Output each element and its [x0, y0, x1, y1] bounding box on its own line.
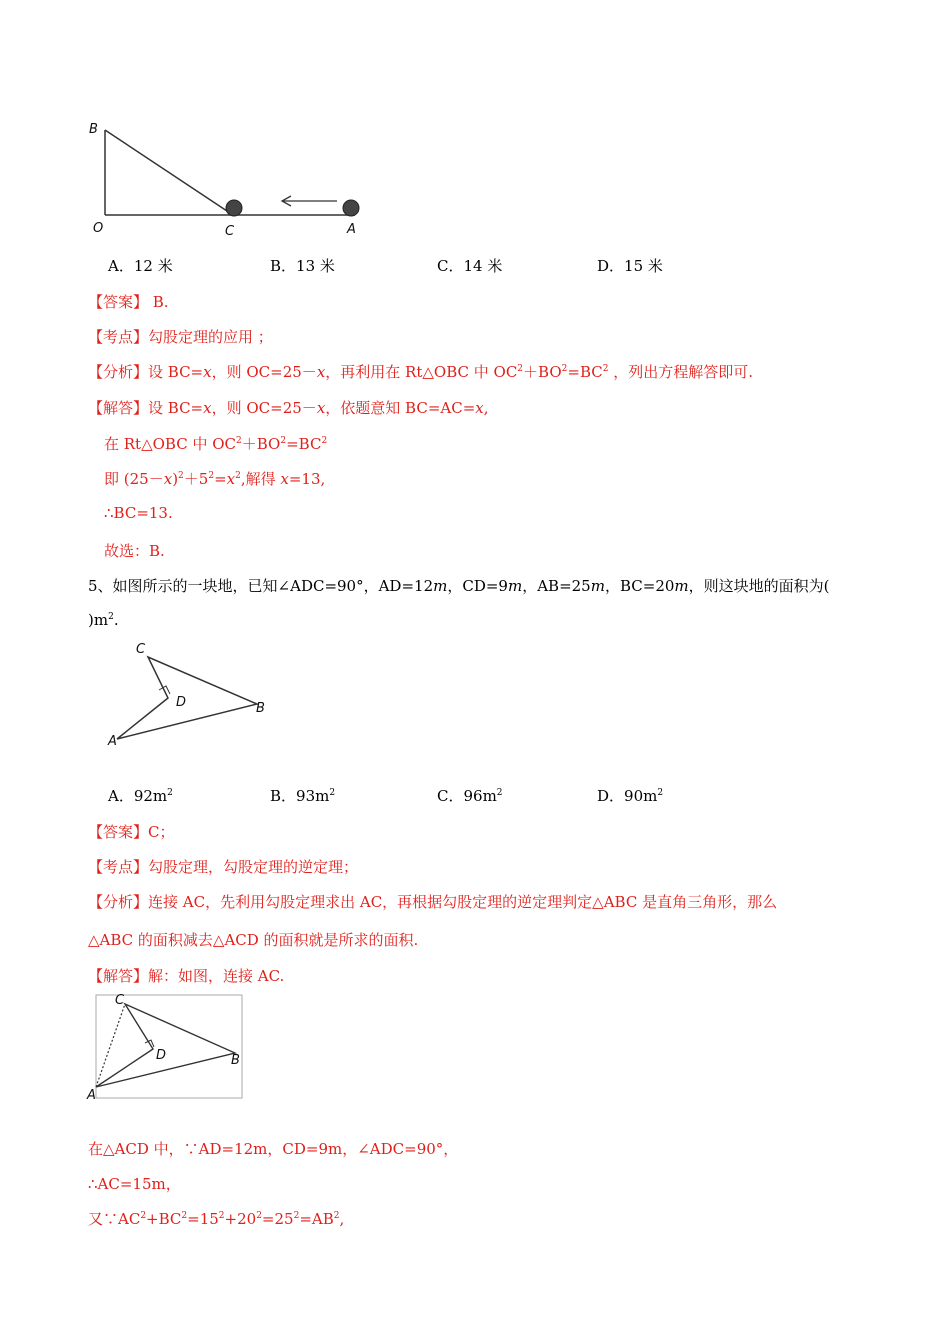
- q5-line1: 在△ACD 中，∵AD=12m，CD=9m，∠ADC=90°，: [88, 1140, 459, 1158]
- q5-fenxi-line2: △ABC 的面积减去△ACD 的面积就是所求的面积.: [88, 931, 419, 949]
- q4-jieda: 【解答】设 BC=x，则 OC=25－x，依题意知 BC=AC=x,: [88, 399, 489, 417]
- q4-step1: 在 Rt△OBC 中 $OC^2+BO^2=BC^2$: [104, 435, 328, 453]
- label-c: C: [136, 642, 146, 657]
- q5-option-a: A．$92m^2$: [108, 787, 173, 805]
- label-d: D: [156, 1048, 167, 1063]
- q5-option-c: C．$96m^2$: [437, 787, 503, 805]
- q4-kaodian: 【考点】勾股定理的应用 ；: [88, 328, 273, 346]
- label-b: B: [256, 701, 265, 716]
- q5-line3: 又$\because AC^2+BC^2=15^2+20^2=25^2=AB^2$,: [88, 1210, 345, 1228]
- q4-fenxi: 【分析】设 BC=x，则 OC=25－x，再利用在 Rt△OBC 中 $OC^2+BO^2=BC^2$ ，列出方程解答即可.: [88, 363, 754, 381]
- q5-option-b: B．$93m^2$: [270, 787, 336, 805]
- ball-c: [226, 200, 242, 216]
- q4-option-b: B．13 米: [270, 257, 335, 275]
- q5-option-d: D．$90m^2$: [597, 787, 664, 805]
- q5-jieda: 【解答】解：如图，连接 AC.: [88, 967, 285, 985]
- q4-answer: 【答案】 B.: [88, 293, 169, 311]
- figure-quadrilateral-with-ac: [85, 993, 255, 1103]
- q5-kaodian: 【考点】勾股定理，勾股定理的逆定理；: [88, 858, 359, 876]
- label-b: B: [231, 1053, 240, 1068]
- q4-step2: 即 $(25-x)^2+5^2=x^2$,解得 x=13,: [104, 470, 326, 488]
- q4-option-c: C．14 米: [437, 257, 503, 275]
- q4-step3: ∴BC=13.: [104, 504, 173, 522]
- figure-ladder-ball: [85, 115, 375, 245]
- q5-answer: 【答案】C；: [88, 823, 175, 841]
- label-a: A: [87, 1088, 96, 1103]
- label-o: O: [93, 221, 104, 236]
- figure-quadrilateral: [100, 638, 280, 753]
- label-a: A: [108, 734, 117, 749]
- label-b: B: [89, 122, 98, 137]
- label-c: C: [115, 993, 125, 1008]
- q4-option-a: A．12 米: [108, 257, 173, 275]
- label-d: D: [176, 695, 187, 710]
- ball-a: [343, 200, 359, 216]
- q4-option-d: D．15 米: [597, 257, 663, 275]
- q5-stem-line2: )$m^2$.: [88, 611, 119, 629]
- q5-stem: 5、如图所示的一块地，已知∠ADC=90°，AD=12m，CD=9m，AB=25m，BC=20m，则这块地的面积为(: [88, 577, 830, 595]
- q4-step4: 故选：B.: [104, 542, 165, 560]
- q5-line2: ∴AC=15m，: [88, 1175, 181, 1193]
- q5-fenxi-line1: 【分析】连接 AC，先利用勾股定理求出 AC，再根据勾股定理的逆定理判定△ABC 是直角三角形，那么: [88, 893, 778, 911]
- label-c: C: [225, 224, 235, 239]
- label-a: A: [347, 222, 356, 237]
